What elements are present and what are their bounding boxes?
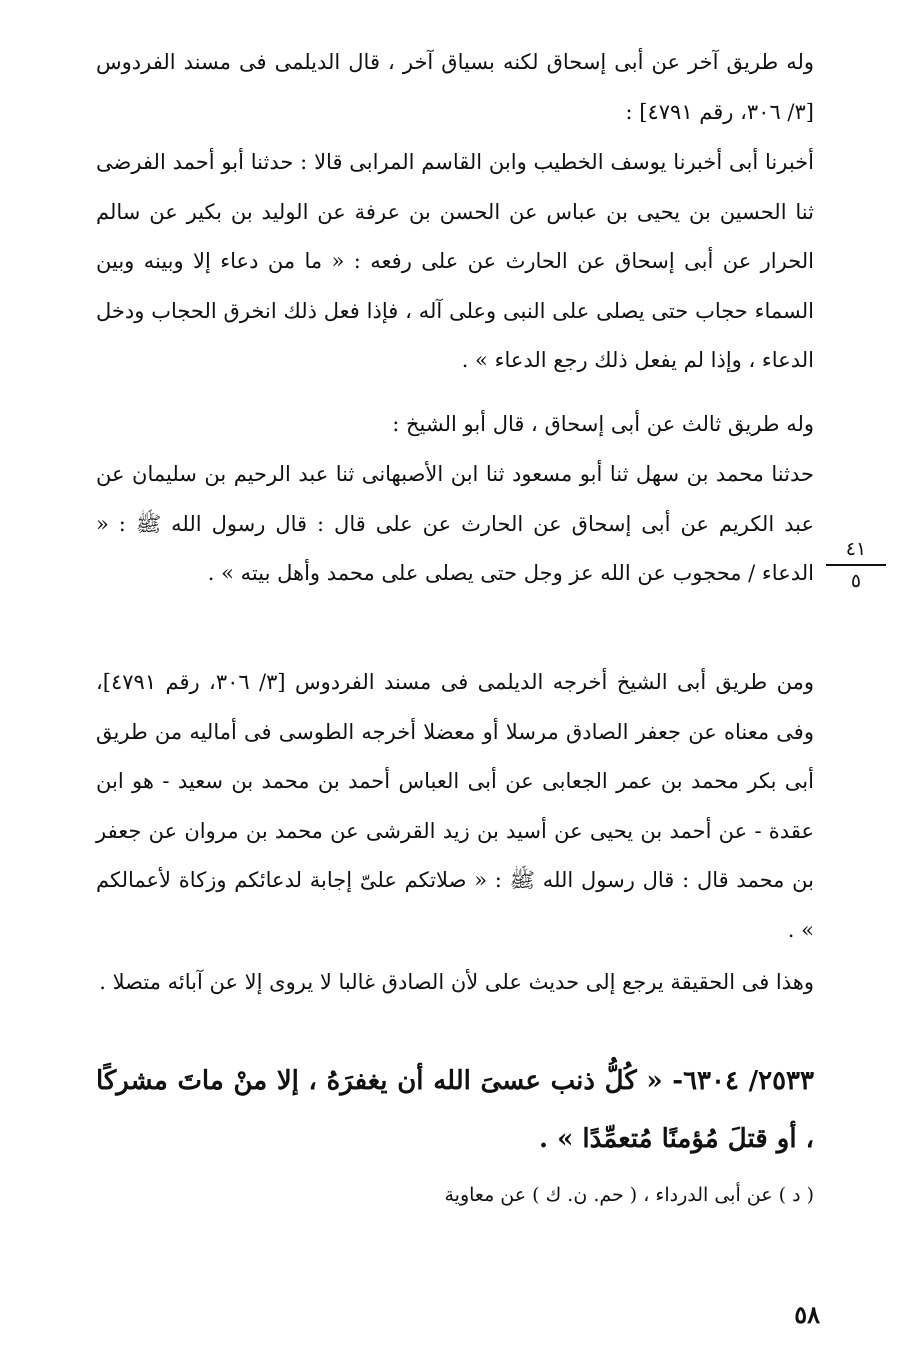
paragraph-daylami-chain: أخبرنا أبى أخبرنا يوسف الخطيب وابن القاسم المرابى قالا : حدثنا أبو أحمد الفرضى ثنا الحسين بن يحيى بن عباس عن الحسن بن عرفة عن الوليد بن بكير عن سالم الحرار عن أبى إسحاق عن الحارث عن على رفعه : « ما من دعاء إلا وبينه وبين السماء حجاب حتى يصلى على النبى وعلى آله ، فإذا فعل ذلك انخرق الحجاب ودخل الدعاء ، وإذا لم يفعل ذلك رجع الدعاء » . (96, 150, 814, 372)
hadith-text: ٢٥٣٣/ ٦٣٠٤- « كُلُّ ذنب عسىَ الله أن يغفرَهُ ، إلا منْ ماتَ مشركًا ، أو قتلَ مُؤمنًا مُتعمِّدًا » . (96, 1066, 814, 1154)
paragraph-takhrij: ومن طريق أبى الشيخ أخرجه الديلمى فى مسند الفردوس [٣/ ٣٠٦، رقم ٤٧٩١]، وفى معناه عن جعفر الصادق مرسلا أو معضلا أخرجه الطوسى فى أماليه من طريق أبى بكر محمد بن عمر الجعابى عن أبى العباس أحمد بن محمد بن سعيد - هو ابن عقدة - عن أحمد بن يحيى عن أسيد بن زيد القرشى عن محمد بن مروان عن جعفر بن محمد قال : قال رسول الله ﷺ : « صلاتكم علىّ إجابة لدعائكم وزكاة لأعمالكم » . (96, 670, 814, 942)
page-number: ٥٨ (794, 1300, 820, 1329)
paragraph-third-route: وله طريق ثالث عن أبى إسحاق ، قال أبو الشيخ : (392, 412, 814, 436)
hadith-source: ( د ) عن أبى الدرداء ، ( حم. ن. ك ) عن معاوية (444, 1184, 814, 1206)
margin-reference-bottom: ٥ (850, 570, 862, 592)
paragraph-conclusion: وهذا فى الحقيقة يرجع إلى حديث على لأن الصادق غالبا لا يروى إلا عن آبائه متصلا . (99, 970, 814, 994)
margin-reference (826, 536, 886, 594)
paragraph-second-route: وله طريق آخر عن أبى إسحاق لكنه بسياق آخر ، قال الديلمى فى مسند الفردوس [٣/ ٣٠٦، رقم ٤٧٩١] : (96, 50, 814, 124)
margin-reference-top: ٤١ (845, 538, 867, 560)
margin-reference-rule (826, 564, 886, 566)
paragraph-abu-shaykh-chain: حدثنا محمد بن سهل ثنا أبو مسعود ثنا ابن الأصبهانى ثنا عبد الرحيم بن سليمان عن عبد الكريم عن أبى إسحاق عن الحارث عن على قال : قال رسول الله ﷺ : « الدعاء / محجوب عن الله عز وجل حتى يصلى على محمد وأهل بيته » . (96, 462, 814, 585)
